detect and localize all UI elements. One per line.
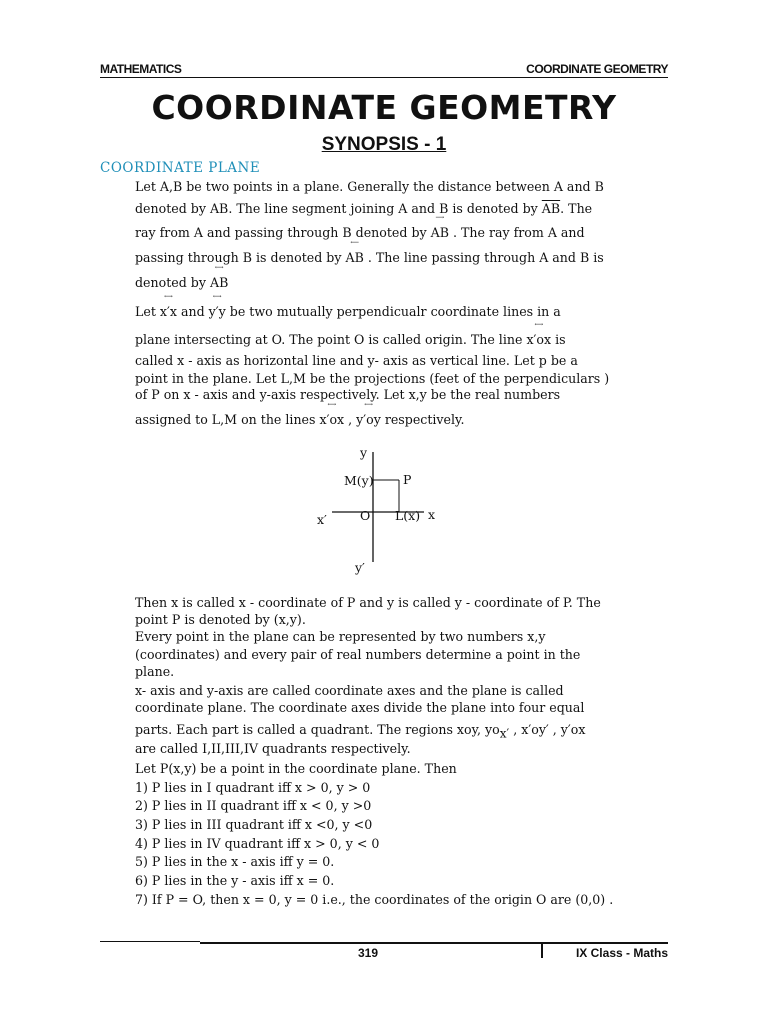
coordinate-diagram (300, 440, 460, 590)
line-xx: ⟷ x′x (159, 293, 177, 319)
para2-line6: assigned to L,M on the lines ⟷ x′ox , ⟷ y′oy respectively. (135, 401, 465, 427)
para2-line3: called x - axis as horizontal line and y- axis as vertical line. Let p be a (135, 353, 578, 368)
body-line8: parts. Each part is called a quadrant. The regions xoy, $yo_{x'}$ , x′oy′ , y′ox (135, 722, 586, 741)
footer-class: IX Class - Maths (575, 946, 668, 960)
label-p: P (403, 472, 412, 487)
synopsis-heading: SYNOPSIS - 1 (321, 134, 447, 155)
header-subject: MATHEMATICS (100, 62, 182, 76)
header-rule (100, 77, 668, 78)
para2-line1: Let ⟷ x′x and ⟷ y′y be two mutually perpendicualr coordinate lines in a (135, 293, 561, 319)
list-item: 2) P lies in II quadrant iff x < 0, y >0 (135, 798, 372, 813)
line-yy: ⟷ y′y (208, 293, 226, 319)
body-line4: (coordinates) and every pair of real numbers determine a point in the (135, 647, 581, 662)
line-ab: ⟷ AB (209, 264, 229, 290)
segment-ab: $\overline{AB}$ (541, 201, 561, 216)
para1-line5: denoted by ⟷ AB (135, 264, 229, 290)
label-l: L(x) (395, 508, 421, 523)
body-line9: are called I,II,III,IV quadrants respectively. (135, 741, 411, 756)
ray-ab: ⟶ AB (430, 214, 449, 240)
body-line1: Then x is called x - coordinate of P and y is called y - coordinate of P. The (135, 595, 601, 610)
list-item: 3) P lies in III quadrant iff x <0, y <0 (135, 817, 373, 832)
label-origin: O (360, 508, 371, 523)
list-item: 4) P lies in IV quadrant iff x > 0, y < 0 (135, 836, 380, 851)
label-x-prime: x′ (317, 512, 327, 527)
para1-line4: passing through B is denoted by ⟵ AB . The line passing through A and B is (135, 239, 604, 265)
footer-divider (541, 944, 543, 958)
para2-line4: point in the plane. Let L,M be the projections (feet of the perpendiculars ) (135, 371, 610, 386)
footer-rule (200, 942, 668, 944)
para1-line1: Let A,B be two points in a plane. Generally the distance between A and B (135, 179, 604, 194)
para1-line3: ray from A and passing through B denoted by ⟶ AB . The ray from A and (135, 214, 585, 240)
footer-rule-short (100, 941, 200, 942)
body-line7: coordinate plane. The coordinate axes divide the plane into four equal (135, 700, 585, 715)
section-heading: COORDINATE PLANE (100, 160, 261, 176)
page-number: 319 (358, 946, 379, 960)
line-xox-2: ⟷ x′ox (319, 401, 345, 427)
ray-ba: ⟵ AB (345, 239, 364, 265)
body-line10: Let P(x,y) be a point in the coordinate plane. Then (135, 761, 457, 776)
page-title: COORDINATE GEOMETRY (151, 88, 617, 127)
label-m: M(y) (344, 473, 374, 488)
header-chapter: COORDINATE GEOMETRY (526, 62, 668, 76)
para1-line2: denoted by AB. The line segment joining A and B is denoted by $\overline{AB}$. The (135, 201, 593, 216)
body-line6: x- axis and y-axis are called coordinate axes and the plane is called (135, 683, 564, 698)
body-line3: Every point in the plane can be represented by two numbers x,y (135, 629, 546, 644)
list-item: 6) P lies in the y - axis iff x = 0. (135, 873, 335, 888)
list-item: 7) If P = O, then x = 0, y = 0 i.e., the coordinates of the origin O are (0,0) . (135, 892, 614, 907)
para2-line5: of P on x - axis and y-axis respectively. Let x,y be the real numbers (135, 387, 561, 402)
line-xox: ⟷ x′ox (526, 321, 552, 347)
list-item: 1) P lies in I quadrant iff x > 0, y > 0 (135, 780, 371, 795)
body-line2: point P is denoted by (x,y). (135, 612, 306, 627)
label-x: x (428, 507, 436, 522)
line-yoy: ⟷ y′oy (356, 401, 381, 427)
list-item: 5) P lies in the x - axis iff y = 0. (135, 854, 335, 869)
label-y: y (360, 445, 368, 460)
body-line5: plane. (135, 664, 175, 679)
para2-line2: plane intersecting at O. The point O is called origin. The line ⟷ x′ox is (135, 321, 566, 347)
label-y-prime: y′ (355, 560, 365, 575)
